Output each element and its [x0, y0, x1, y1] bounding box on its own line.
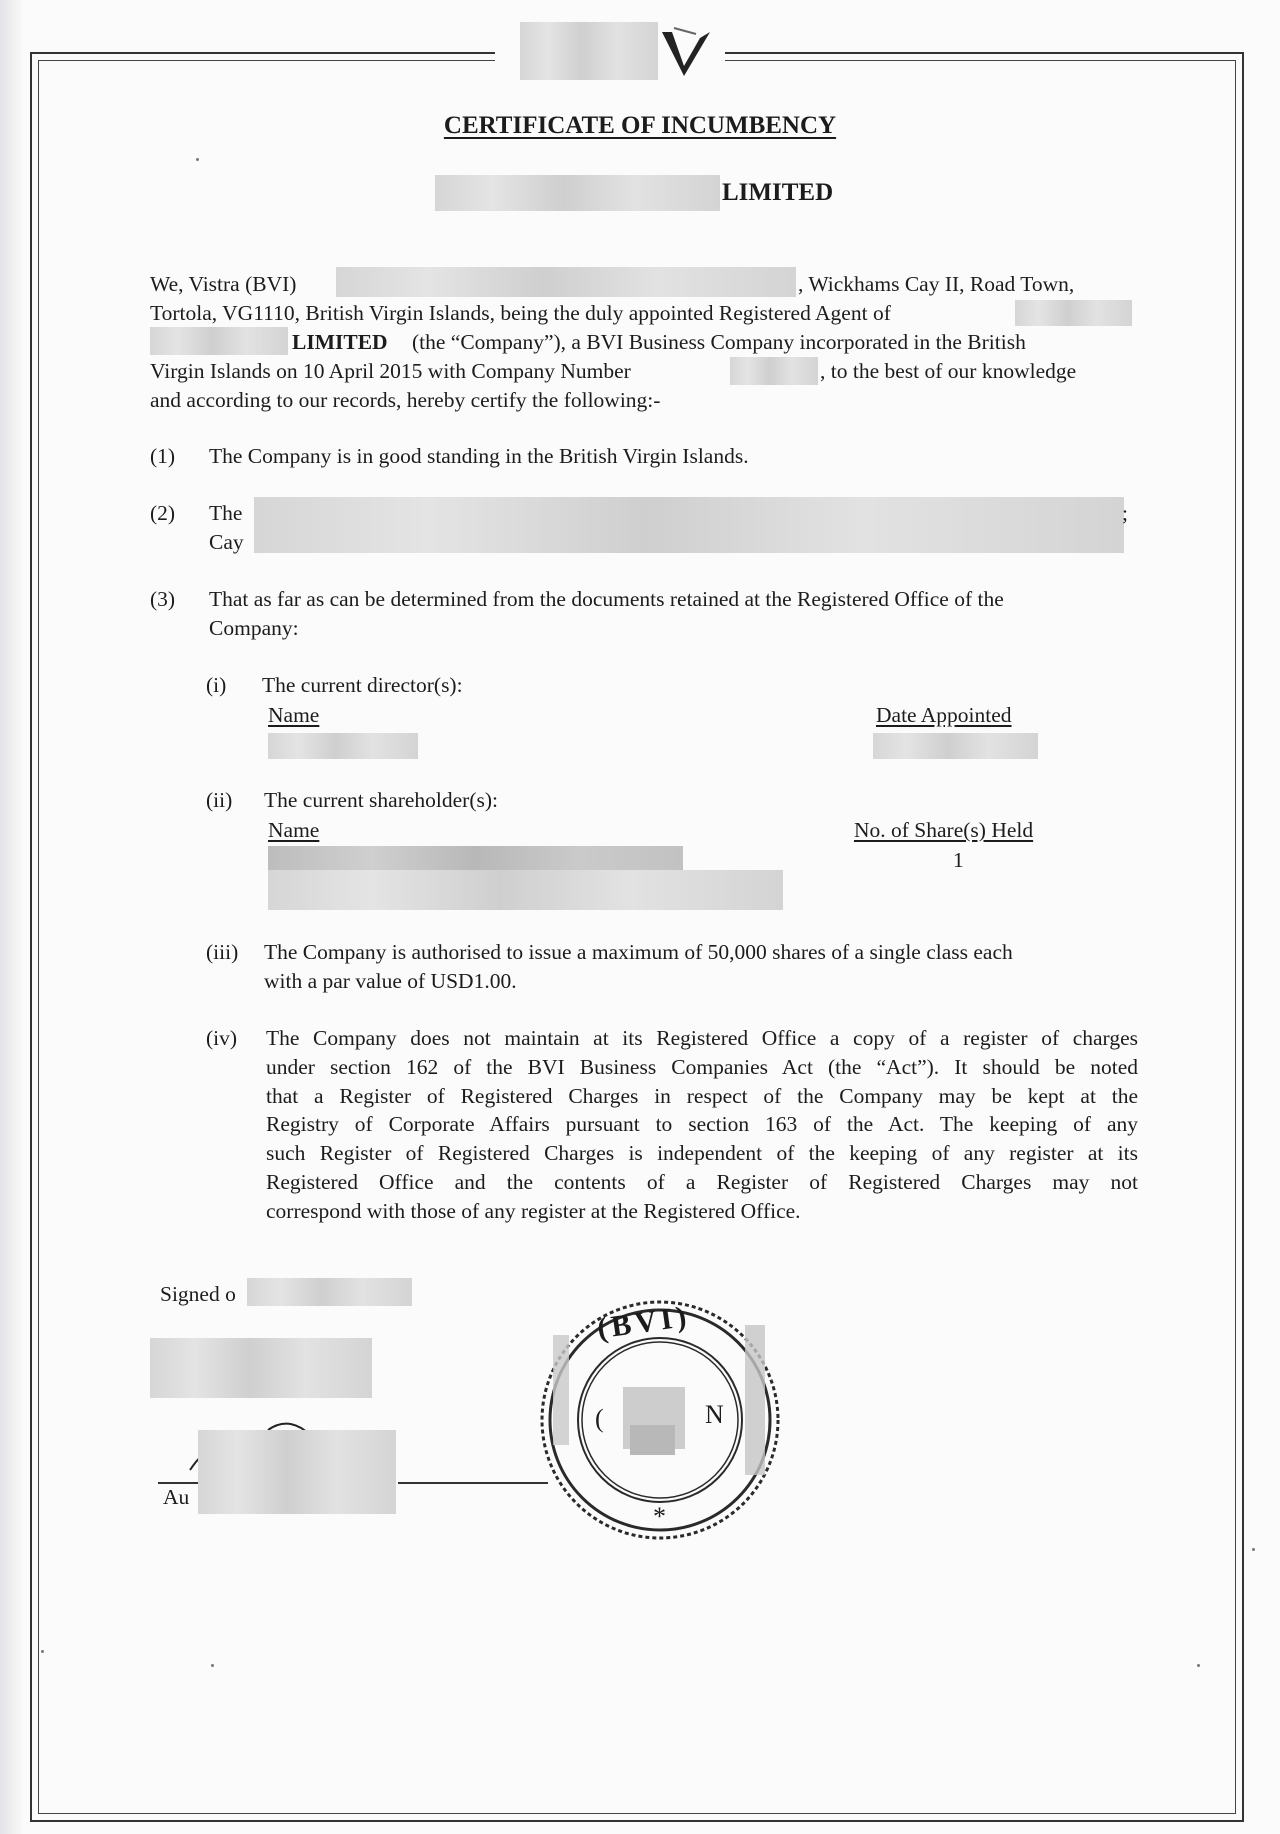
redacted-agent-name — [336, 267, 796, 297]
redacted-shareholder-name-1 — [268, 846, 683, 872]
document-title: CERTIFICATE OF INCUMBENCY — [443, 112, 837, 139]
item-1-text: The Company is in good standing in the British Virgin Islands. — [209, 444, 749, 468]
director-name-header: Name — [268, 703, 320, 727]
seal-right-letter: N — [705, 1400, 724, 1429]
sub-iv-line: Registry of Corporate Affairs pursuant to section 163 of the Act. The keeping of any — [266, 1112, 1138, 1137]
item-1-number: (1) — [150, 444, 176, 468]
intro-line4-start: Virgin Islands on 10 April 2015 with Company Number — [150, 359, 631, 383]
redacted-director-date — [873, 733, 1038, 759]
sub-ii-label: The current shareholder(s): — [264, 788, 499, 812]
redacted-company-name — [435, 175, 720, 211]
seal-top-text: (BVI) — [595, 1299, 693, 1346]
seal-star: * — [653, 1502, 666, 1531]
sub-ii-number: (ii) — [206, 788, 233, 812]
signature-line-right — [398, 1482, 548, 1484]
intro-line1-start: We, Vistra (BVI) — [150, 272, 297, 296]
scan-shadow — [0, 0, 22, 1834]
sub-iii-number: (iii) — [206, 940, 239, 964]
redacted-signature — [198, 1430, 396, 1514]
redacted-signed-date — [247, 1278, 412, 1306]
authorised-signatory-label: Au — [163, 1485, 190, 1509]
redacted-registered-office — [254, 497, 1124, 553]
intro-line1-end: , Wickhams Cay II, Road Town, — [798, 272, 1075, 296]
item-3-line1: That as far as can be determined from the documents retained at the Registered Office of the — [209, 587, 1004, 611]
scan-speck — [41, 1650, 44, 1653]
sub-iv-line: The Company does not maintain at its Registered Office a copy of a register of charges — [266, 1026, 1138, 1050]
company-suffix: LIMITED — [722, 179, 834, 206]
sub-iv-line: that a Register of Registered Charges in respect of the Company may be kept at the — [266, 1083, 1138, 1108]
intro-line4-end: , to the best of our knowledge — [820, 359, 1077, 383]
redacted-company-ref-1 — [1015, 300, 1132, 326]
item-3-line2: Company: — [209, 616, 299, 640]
intro-line3-bold: LIMITED — [292, 330, 388, 354]
item-2-line1: The — [209, 501, 243, 525]
shares-held-header: No. of Share(s) Held — [854, 818, 1034, 842]
sub-iv-line: Registered Office and the contents of a Register of Registered Charges may not — [266, 1169, 1138, 1194]
sub-iii-line2: with a par value of USD1.00. — [264, 969, 517, 993]
scan-speck — [1252, 1548, 1255, 1551]
redacted-company-number — [730, 357, 818, 385]
sub-iv-line: correspond with those of any register at the Registered Office. — [266, 1198, 801, 1223]
redacted-shareholder-name-2 — [268, 870, 783, 910]
vistra-logo-icon — [660, 26, 712, 82]
redacted-logo-text — [520, 22, 658, 80]
scan-speck — [1197, 1664, 1200, 1667]
intro-line2: Tortola, VG1110, British Virgin Islands, being the duly appointed Registered Agent of — [150, 301, 891, 325]
redacted-signatory-name — [150, 1338, 372, 1398]
intro-line3-rest: (the “Company”), a BVI Business Company incorporated in the British — [412, 330, 1026, 354]
redacted-director-name — [268, 733, 418, 759]
scan-speck — [211, 1664, 214, 1667]
redacted-company-ref-2 — [150, 327, 288, 355]
sub-iii-line1: The Company is authorised to issue a maximum of 50,000 shares of a single class each — [264, 940, 1013, 964]
shares-held-value: 1 — [953, 848, 964, 872]
item-2-tail: ; — [1122, 501, 1128, 525]
shareholder-name-header: Name — [268, 818, 320, 842]
item-2-line2: Cay — [209, 530, 244, 554]
sub-iv-paragraph — [266, 1024, 1138, 1226]
item-2-number: (2) — [150, 501, 176, 525]
signed-on-label: Signed o — [160, 1282, 236, 1306]
sub-iv-number: (iv) — [206, 1026, 238, 1050]
sub-i-label: The current director(s): — [262, 673, 463, 697]
sub-iv-line: under section 162 of the BVI Business Companies Act (the “Act”). It should be noted — [266, 1054, 1138, 1079]
director-date-header: Date Appointed — [876, 703, 1012, 727]
item-3-number: (3) — [150, 587, 176, 611]
sub-i-number: (i) — [206, 673, 227, 697]
seal-left-letter: ( — [595, 1404, 604, 1433]
intro-line5: and according to our records, hereby certify the following:- — [150, 388, 661, 412]
sub-iv-line: such Register of Registered Charges is independent of the keeping of any register at its — [266, 1141, 1138, 1166]
scan-speck — [196, 158, 199, 161]
